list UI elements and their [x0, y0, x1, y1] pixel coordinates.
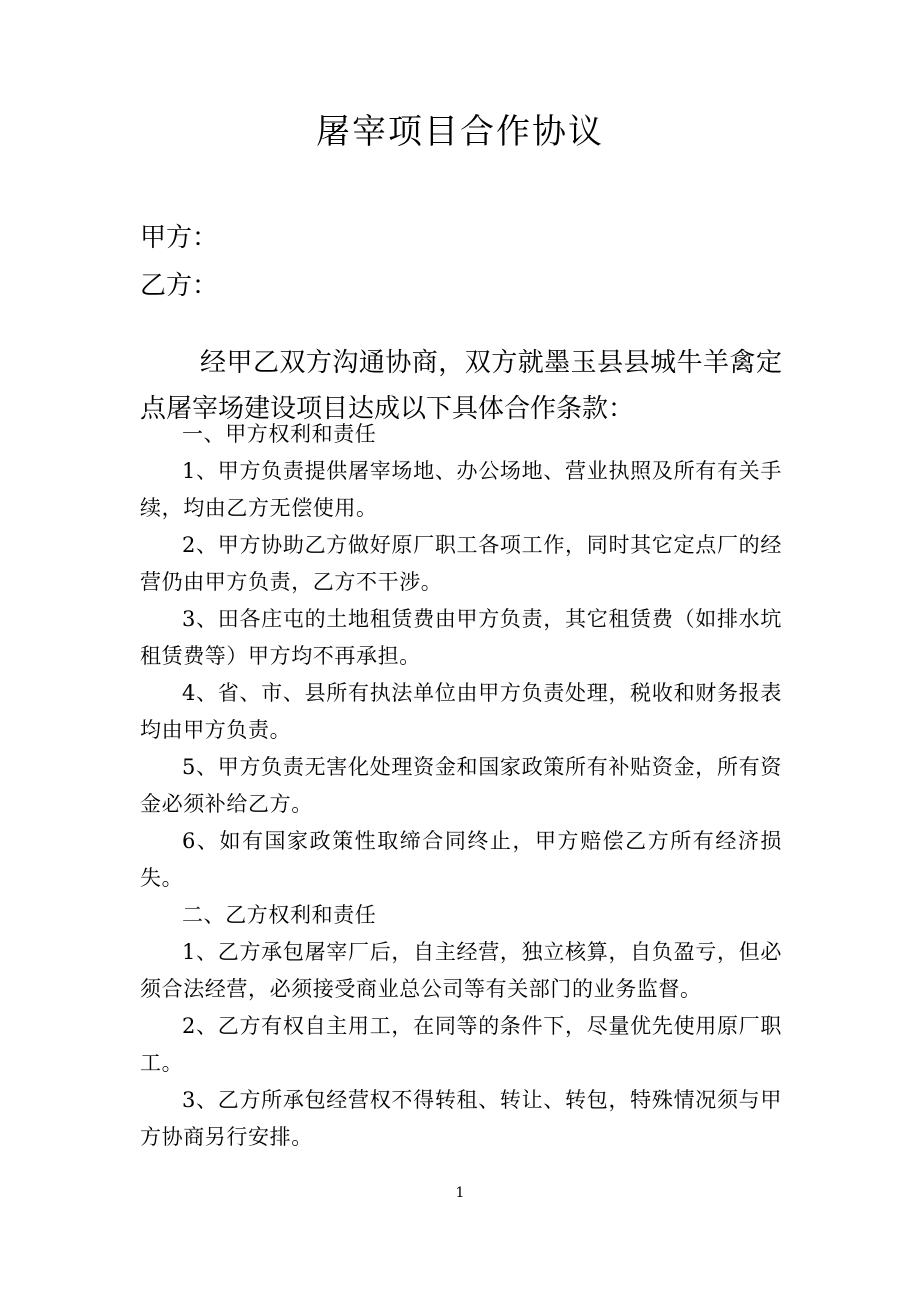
section-a-item-2: 2、甲方协助乙方做好原厂职工各项工作，同时其它定点厂的经营仍由甲方负责，乙方不干涉。 — [140, 533, 782, 594]
party-a-label: 甲方： — [140, 223, 219, 253]
section-b-item-2: 2、乙方有权自主用工，在同等的条件下，尽量优先使用原厂职工。 — [140, 1014, 782, 1075]
section-b-heading: 二、乙方权利和责任 — [182, 903, 377, 927]
section-a-item-1: 1、甲方负责提供屠宰场地、办公场地、营业执照及所有有关手续，均由乙方无偿使用。 — [140, 459, 782, 520]
party-b-label: 乙方： — [140, 271, 219, 301]
page-number: 1 — [455, 1185, 465, 1201]
document-title: 屠宰项目合作协议 — [316, 112, 604, 152]
intro-paragraph: 经甲乙双方沟通协商，双方就墨玉县县城牛羊禽定点屠宰场建设项目达成以下具体合作条款： — [140, 348, 782, 424]
section-a-item-6: 6、如有国家政策性取缔合同终止，甲方赔偿乙方所有经济损失。 — [140, 829, 782, 890]
section-a-heading: 一、甲方权利和责任 — [182, 422, 377, 446]
section-b-item-3: 3、乙方所承包经营权不得转租、转让、转包，特殊情况须与甲方协商另行安排。 — [140, 1088, 782, 1149]
section-a-item-4: 4、省、市、县所有执法单位由甲方负责处理，税收和财务报表均由甲方负责。 — [140, 681, 782, 742]
clauses-body — [140, 416, 782, 1156]
section-b-item-1: 1、乙方承包屠宰厂后，自主经营，独立核算，自负盈亏，但必须合法经营，必须接受商业总公司等有关部门的业务监督。 — [140, 940, 782, 1001]
section-a-item-3: 3、田各庄屯的土地租赁费由甲方负责，其它租赁费（如排水坑租赁费等）甲方均不再承担。 — [140, 607, 782, 668]
section-a-item-5: 5、甲方负责无害化处理资金和国家政策所有补贴资金，所有资金必须补给乙方。 — [140, 755, 782, 816]
